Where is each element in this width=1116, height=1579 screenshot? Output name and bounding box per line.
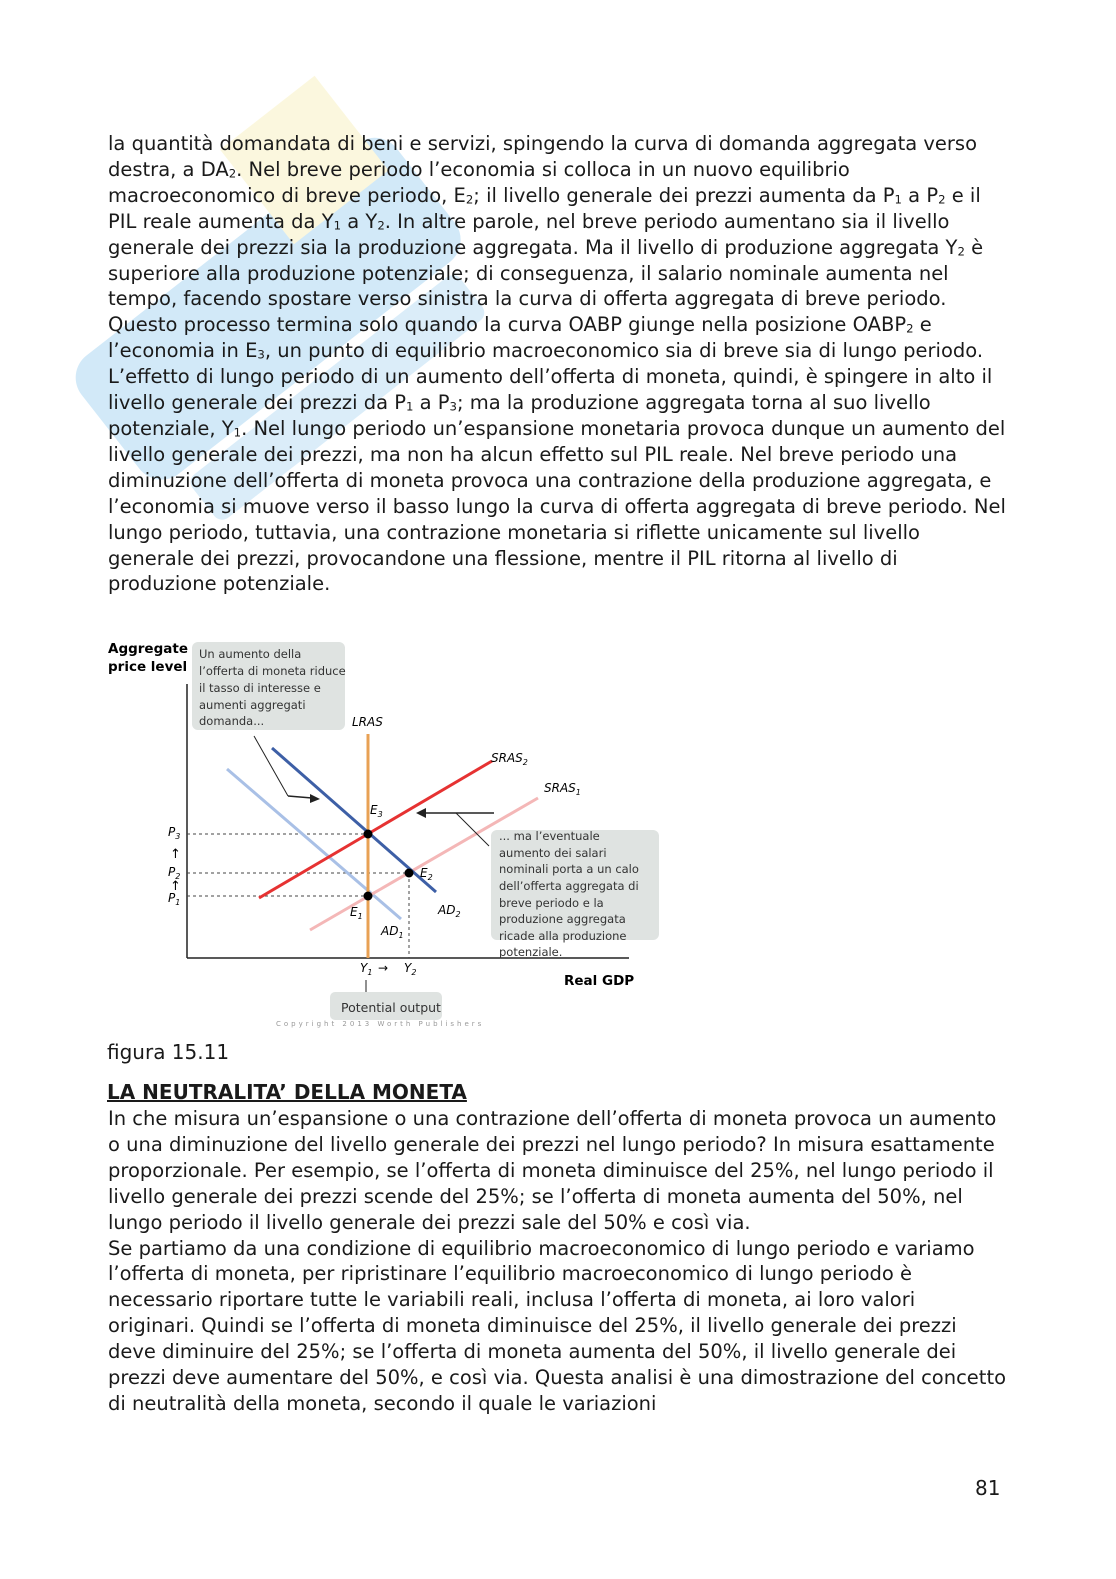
ad2-label: $AD_2$ bbox=[438, 903, 461, 919]
ad-shift-arrowhead bbox=[310, 794, 320, 803]
potential-output-label: Potential output bbox=[341, 1000, 441, 1015]
e1-label: $E_1$ bbox=[350, 905, 363, 921]
e2-label: $E_2$ bbox=[420, 866, 433, 882]
callout-right-text: aumento dei salari bbox=[499, 846, 607, 860]
figure-caption: figura 15.11 bbox=[107, 1040, 230, 1064]
callout-right-text: produzione aggregata bbox=[499, 912, 626, 926]
ad-as-diagram bbox=[104, 636, 674, 1028]
callout-pointer bbox=[254, 736, 288, 796]
callout-left-text: aumenti aggregati bbox=[199, 698, 306, 712]
x-axis-label: Real GDP bbox=[564, 973, 635, 989]
output-right-arrow: → bbox=[378, 961, 389, 975]
section-title: LA NEUTRALITA’ DELLA MONETA bbox=[107, 1080, 467, 1104]
sras1-label: $SRAS_1$ bbox=[544, 781, 581, 797]
p3-label: $P_3$ bbox=[168, 825, 181, 841]
callout-left-text: il tasso di interesse e bbox=[199, 681, 321, 695]
body-paragraph: la quantità domandata di beni e servizi, spingendo la curva di domanda aggregata verso destra, a $DA_2$. Nel breve periodo l’economia si colloca in un nuovo equilibrio macroeconomico di breve periodo, $E_2$; il livello generale dei prezzi aumenta da $P_1$ a $P_2$ e il PIL reale aumenta da $Y_1$ a $Y_2$. In altre parole, nel breve periodo aumentano sia il livello generale dei prezzi sia la produzione aggregata. Ma il livello di produzione aggregata $Y_2$ è superiore alla produzione potenziale; di conseguenza, il salario nominale aumenta nel tempo, facendo spostare verso sinistra la curva di offerta aggregata di breve periodo. Questo processo termina solo quando la curva OABP giunge nella posizione $OABP_2$ e l’economia in $E_3$, un punto di equilibrio macroeconomico sia di breve sia di lungo periodo. L’effetto di lungo periodo di un aumento dell’offerta di moneta, quindi, è spingere in alto il livello generale dei prezzi da $P_1$ a $P_3$; ma la produzione aggregata torna al suo livello potenziale, $Y_1$. Nel lungo periodo un’espansione monetaria provoca dunque un aumento del livello generale dei prezzi, ma non ha alcun effetto sul PIL reale. Nel breve periodo una diminuzione dell’offerta di moneta provoca una contrazione della produzione aggregata, e l’economia si muove verso il basso lungo la curva di offerta aggregata di breve periodo. Nel lungo periodo, tuttavia, una contrazione monetaria si riflette unicamente sul livello generale dei prezzi, provocandone una flessione, mentre il PIL ritorna al livello di produzione potenziale. bbox=[108, 132, 1006, 596]
p2-label: $P_2$ bbox=[168, 865, 181, 881]
ad-shift-arrow bbox=[288, 796, 312, 798]
y-axis-label: Aggregate bbox=[108, 641, 188, 657]
copyright-text: Copyright 2013 Worth Publishers bbox=[276, 1020, 485, 1028]
sras-shift-arrowhead bbox=[416, 808, 426, 818]
y-axis-label: price level bbox=[108, 659, 188, 675]
callout-right-text: breve periodo e la bbox=[499, 896, 604, 910]
callout-right-text: ricade alla produzione bbox=[499, 929, 627, 943]
price-up-arrow: ↑ bbox=[170, 879, 181, 894]
body-paragraph: In che misura un’espansione o una contrazione dell’offerta di moneta provoca un aumento o una diminuzione del livello generale dei prezzi nel lungo periodo? In misura esattamente proporzionale. Per esempio, se l’offerta di moneta diminuisce del 25%, nel lungo periodo il livello generale dei prezzi scende del 25%; se l’offerta di moneta aumenta del 50%, nel lungo periodo il livello generale dei prezzi sale del 50% e così via. Se partiamo da una condizione di equilibrio macroeconomico di lungo periodo e variamo l’offerta di moneta, per ripristinare l’equilibrio macroeconomico di lungo periodo è necessario riportare tutte le variabili reali, inclusa l’offerta di moneta, ai loro valori originari. Quindi se l’offerta di moneta diminuisce del 25%, il livello generale dei prezzi deve diminuire del 25%; se l’offerta di moneta aumenta del 50%, il livello generale dei prezzi deve aumentare del 50%, e così via. Questa analisi è una dimostrazione del concetto di neutralità della moneta, secondo il quale le variazioni bbox=[108, 1107, 1007, 1415]
p1-label: $P_1$ bbox=[168, 891, 181, 907]
callout-right-text: nominali porta a un calo bbox=[499, 862, 639, 876]
sras2-label: $SRAS_2$ bbox=[491, 751, 528, 767]
callout-left-text: l’offerta di moneta riduce bbox=[199, 664, 346, 678]
callout-left-text: domanda... bbox=[199, 714, 265, 728]
e2-point bbox=[405, 869, 414, 878]
sras2-curve bbox=[259, 761, 492, 898]
lras-label: LRAS bbox=[352, 715, 383, 729]
callout-right-text: potenziale. bbox=[499, 945, 563, 959]
e3-point bbox=[364, 830, 373, 839]
page-number: 81 bbox=[975, 1476, 1001, 1500]
callout-right-text: ... ma l’eventuale bbox=[499, 829, 600, 843]
y1-label: $Y_1$ bbox=[360, 961, 373, 977]
y2-label: $Y_2$ bbox=[404, 961, 417, 977]
price-up-arrow: ↑ bbox=[170, 847, 181, 862]
callout-right-text: dell’offerta aggregata di bbox=[499, 879, 639, 893]
e1-point bbox=[364, 892, 373, 901]
callout-left-text: Un aumento della bbox=[199, 647, 302, 661]
e3-label: $E_3$ bbox=[370, 803, 383, 819]
ad1-label: $AD_1$ bbox=[381, 924, 404, 940]
